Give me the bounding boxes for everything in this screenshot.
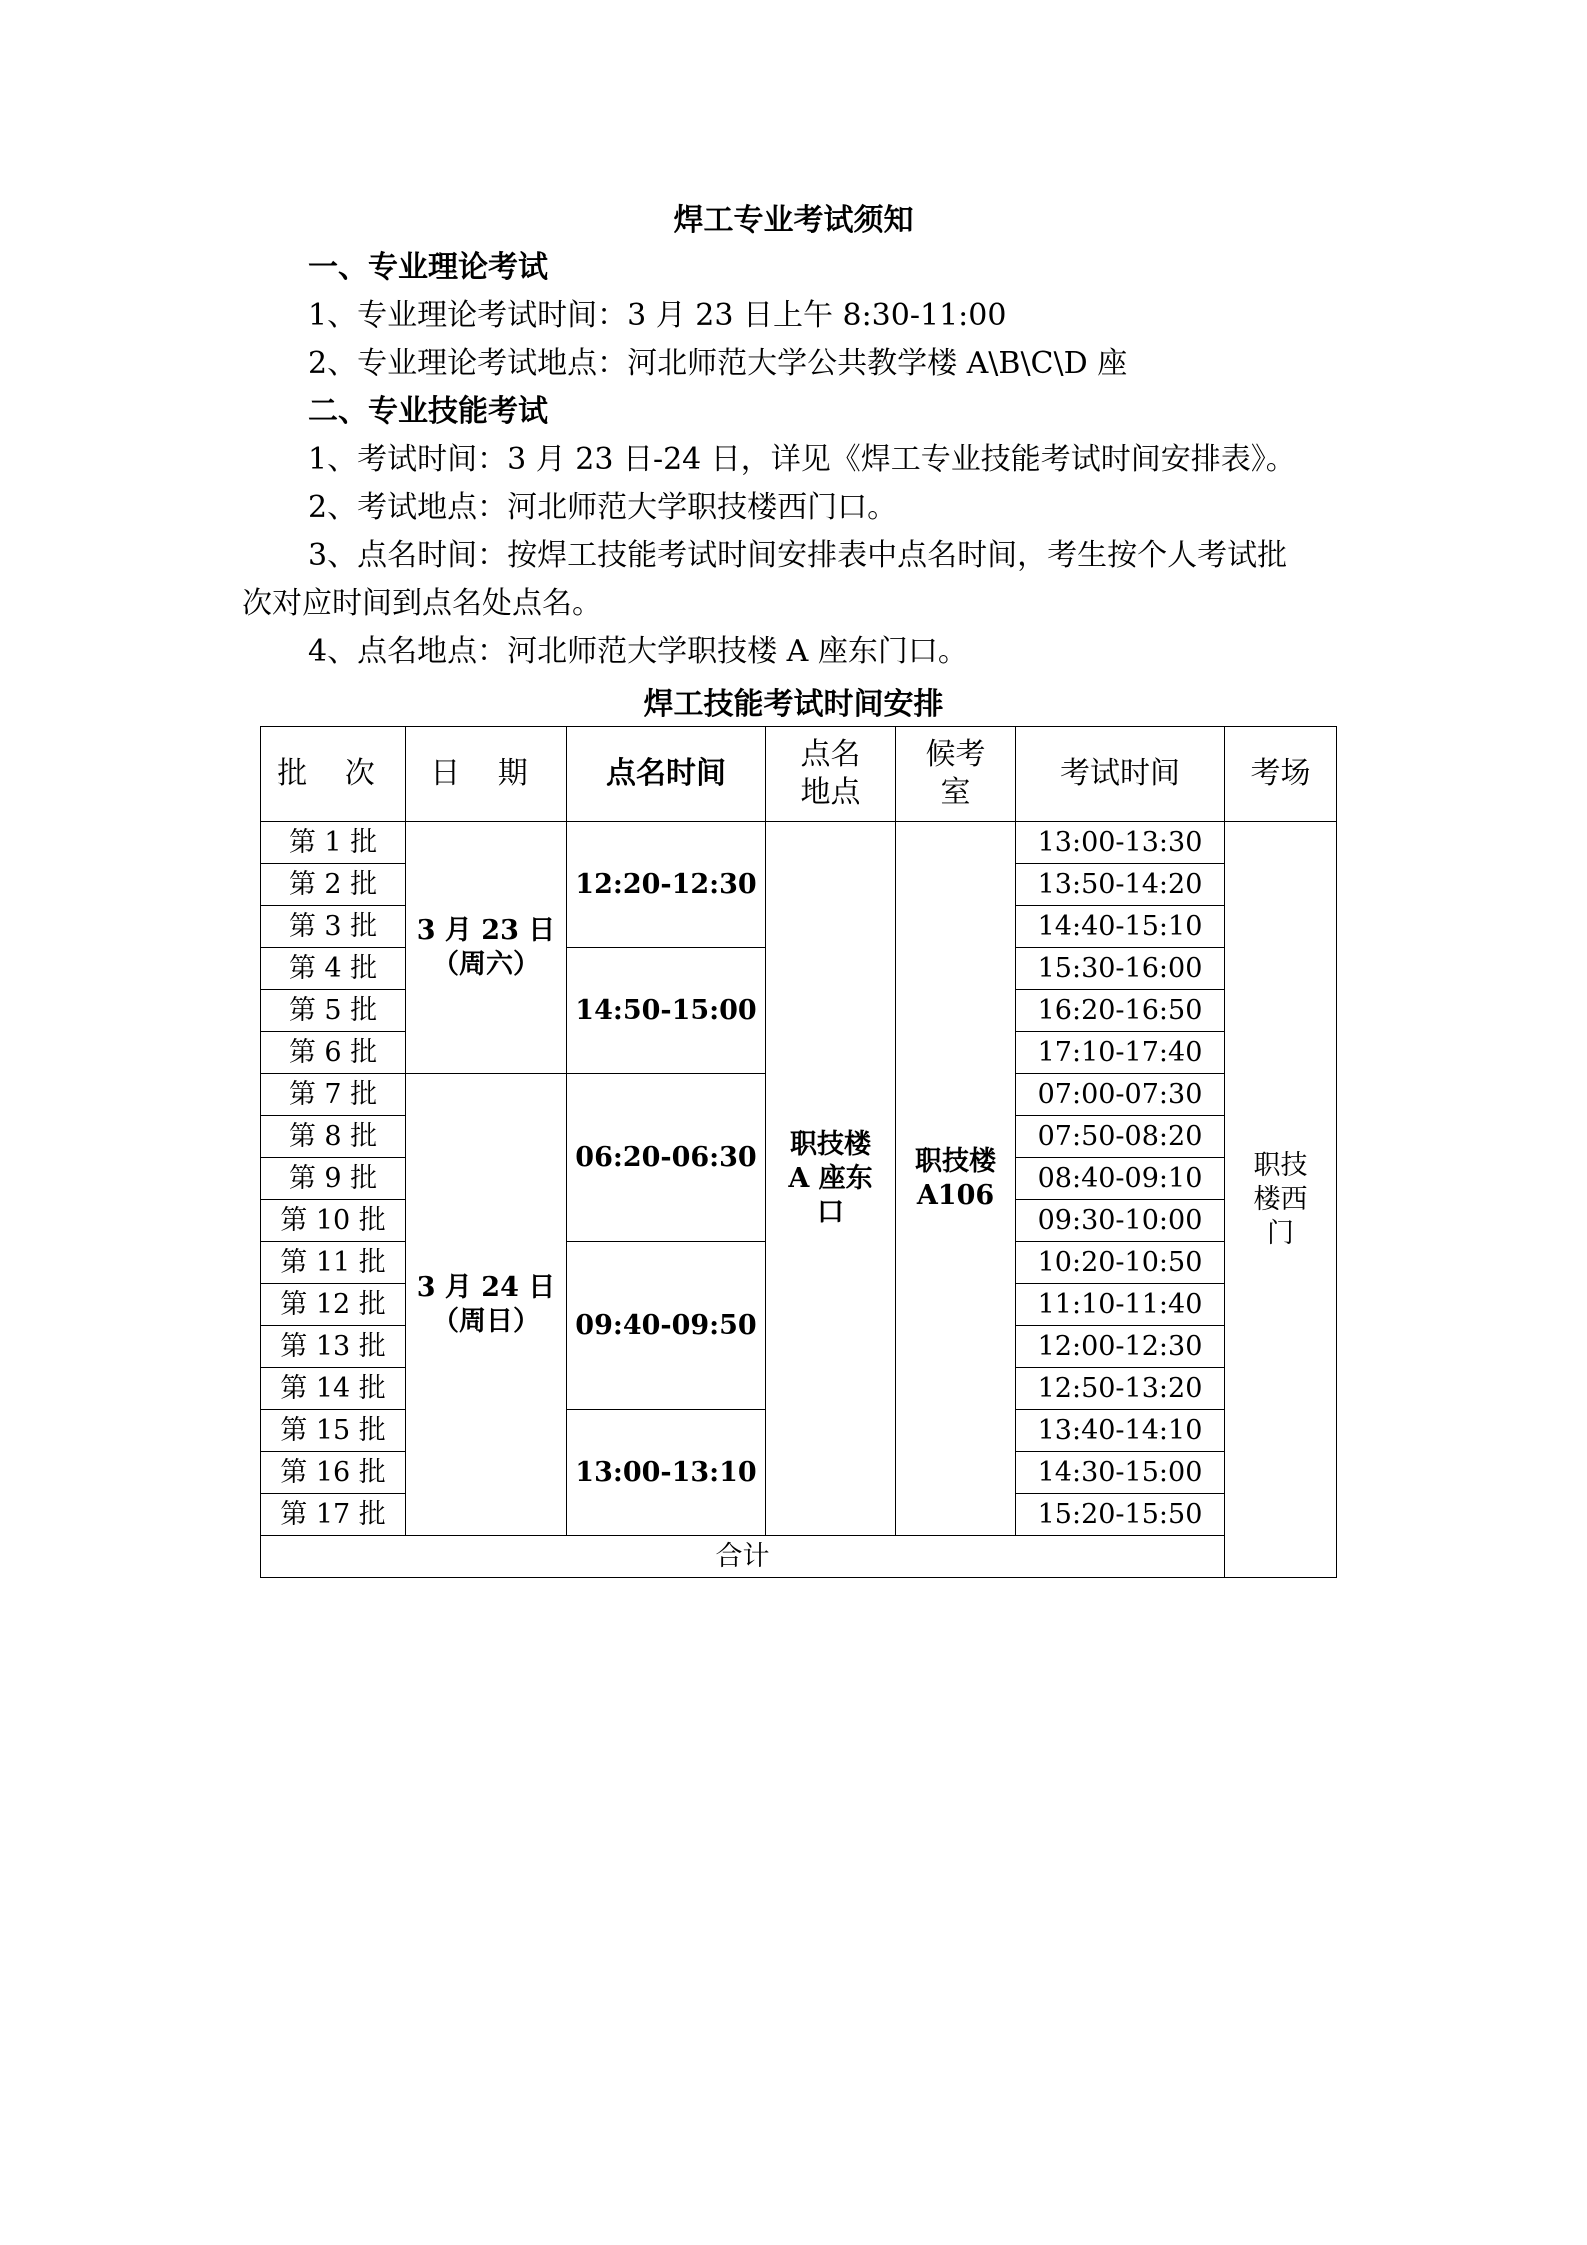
header-exam-time: 考试时间 bbox=[1016, 727, 1225, 822]
header-waiting-room-line2: 室 bbox=[940, 775, 971, 810]
batch-cell: 第 2 批 bbox=[261, 864, 406, 906]
batch-cell: 第 1 批 bbox=[261, 822, 406, 864]
batch-cell: 第 5 批 bbox=[261, 990, 406, 1032]
header-waiting-room-line1: 候考 bbox=[925, 737, 986, 772]
total-label: 合计 bbox=[261, 1536, 1225, 1578]
rollcall-place-line2: A 座东 bbox=[788, 1162, 873, 1194]
batch-cell: 第 16 批 bbox=[261, 1452, 406, 1494]
venue-line3: 门 bbox=[1267, 1217, 1294, 1249]
venue-cell bbox=[1225, 822, 1337, 1578]
section2-heading: 二、专业技能考试 bbox=[308, 394, 548, 429]
waiting-room-line2: A106 bbox=[916, 1179, 995, 1211]
exam-time-cell: 08:40-09:10 bbox=[1016, 1158, 1225, 1200]
waiting-room-cell bbox=[896, 822, 1016, 1536]
exam-time-cell: 16:20-16:50 bbox=[1016, 990, 1225, 1032]
header-rollcall-place-line1: 点名 bbox=[800, 737, 861, 772]
exam-time-cell: 15:20-15:50 bbox=[1016, 1494, 1225, 1536]
batch-cell: 第 9 批 bbox=[261, 1158, 406, 1200]
exam-time-cell: 13:50-14:20 bbox=[1016, 864, 1225, 906]
section1-item-1: 1、专业理论考试时间：3 月 23 日上午 8:30-11:00 bbox=[308, 298, 1007, 333]
header-rollcall-place-line2: 地点 bbox=[800, 775, 861, 810]
exam-time-cell: 17:10-17:40 bbox=[1016, 1032, 1225, 1074]
table-row bbox=[261, 822, 1337, 864]
batch-cell: 第 7 批 bbox=[261, 1074, 406, 1116]
exam-time-cell: 11:10-11:40 bbox=[1016, 1284, 1225, 1326]
rollcall-time-cell: 09:40-09:50 bbox=[567, 1242, 766, 1410]
batch-cell: 第 10 批 bbox=[261, 1200, 406, 1242]
date-line2: （周六） bbox=[432, 948, 540, 980]
header-batch: 批 次 bbox=[261, 727, 406, 822]
exam-time-cell: 13:40-14:10 bbox=[1016, 1410, 1225, 1452]
header-date: 日 期 bbox=[406, 727, 567, 822]
total-row bbox=[261, 1536, 1337, 1578]
batch-cell: 第 11 批 bbox=[261, 1242, 406, 1284]
rollcall-time-cell: 14:50-15:00 bbox=[567, 948, 766, 1074]
section2-item-3: 3、点名时间：按焊工技能考试时间安排表中点名时间，考生按个人考试批 bbox=[308, 538, 1288, 573]
date-line1: 3 月 23 日 bbox=[416, 914, 556, 946]
batch-cell: 第 4 批 bbox=[261, 948, 406, 990]
date-line1: 3 月 24 日 bbox=[416, 1271, 556, 1303]
page-title: 焊工专业考试须知 bbox=[673, 203, 914, 238]
exam-time-cell: 07:50-08:20 bbox=[1016, 1116, 1225, 1158]
header-rollcall-place bbox=[766, 727, 896, 822]
header-waiting-room bbox=[896, 727, 1016, 822]
batch-cell: 第 17 批 bbox=[261, 1494, 406, 1536]
exam-time-cell: 14:30-15:00 bbox=[1016, 1452, 1225, 1494]
rollcall-time-cell: 12:20-12:30 bbox=[567, 822, 766, 948]
rollcall-place-line3: 口 bbox=[817, 1196, 844, 1228]
header-rollcall-time: 点名时间 bbox=[567, 727, 766, 822]
exam-time-cell: 12:00-12:30 bbox=[1016, 1326, 1225, 1368]
rollcall-time-cell: 13:00-13:10 bbox=[567, 1410, 766, 1536]
exam-time-cell: 12:50-13:20 bbox=[1016, 1368, 1225, 1410]
date-cell bbox=[406, 822, 567, 1074]
exam-time-cell: 14:40-15:10 bbox=[1016, 906, 1225, 948]
rollcall-place-cell bbox=[766, 822, 896, 1536]
batch-cell: 第 14 批 bbox=[261, 1368, 406, 1410]
exam-time-cell: 07:00-07:30 bbox=[1016, 1074, 1225, 1116]
exam-time-cell: 13:00-13:30 bbox=[1016, 822, 1225, 864]
section2-item-4: 4、点名地点：河北师范大学职技楼 A 座东门口。 bbox=[308, 634, 968, 669]
waiting-room-line1: 职技楼 bbox=[915, 1145, 996, 1177]
section1-heading: 一、专业理论考试 bbox=[308, 250, 548, 285]
batch-cell: 第 13 批 bbox=[261, 1326, 406, 1368]
batch-cell: 第 8 批 bbox=[261, 1116, 406, 1158]
section2-item-2: 2、考试地点：河北师范大学职技楼西门口。 bbox=[308, 490, 898, 525]
batch-cell: 第 15 批 bbox=[261, 1410, 406, 1452]
date-cell bbox=[406, 1074, 567, 1536]
section1-item-2: 2、专业理论考试地点：河北师范大学公共教学楼 A\B\C\D 座 bbox=[308, 346, 1128, 381]
header-row bbox=[261, 727, 1337, 822]
exam-time-cell: 10:20-10:50 bbox=[1016, 1242, 1225, 1284]
batch-cell: 第 3 批 bbox=[261, 906, 406, 948]
venue-line2: 楼西 bbox=[1253, 1183, 1308, 1215]
header-venue: 考场 bbox=[1225, 727, 1337, 822]
exam-time-cell: 15:30-16:00 bbox=[1016, 948, 1225, 990]
rollcall-place-line1: 职技楼 bbox=[790, 1128, 871, 1160]
date-line2: （周日） bbox=[432, 1305, 540, 1337]
table-caption: 焊工技能考试时间安排 bbox=[643, 687, 944, 722]
batch-cell: 第 6 批 bbox=[261, 1032, 406, 1074]
batch-cell: 第 12 批 bbox=[261, 1284, 406, 1326]
exam-time-cell: 09:30-10:00 bbox=[1016, 1200, 1225, 1242]
schedule-table bbox=[260, 726, 1337, 1578]
section2-item-1: 1、考试时间：3 月 23 日-24 日，详见《焊工专业技能考试时间安排表》。 bbox=[308, 442, 1296, 477]
section2-item-3-cont: 次对应时间到点名处点名。 bbox=[242, 586, 602, 621]
venue-line1: 职技 bbox=[1253, 1149, 1308, 1181]
rollcall-time-cell: 06:20-06:30 bbox=[567, 1074, 766, 1242]
